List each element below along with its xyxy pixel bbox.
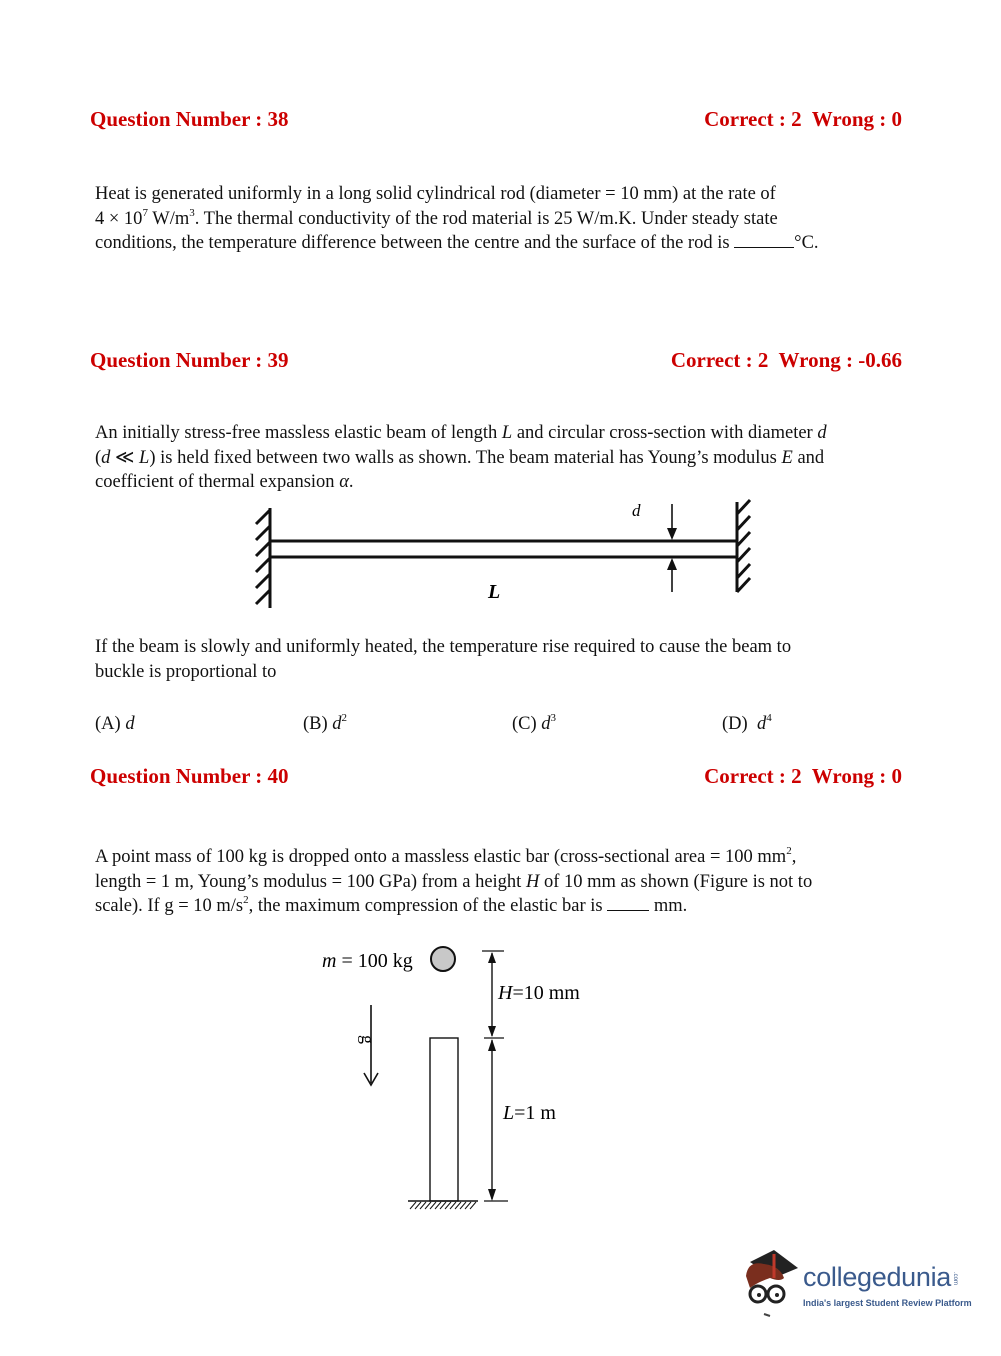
text-line: A point mass of 100 kg is dropped onto a massless elastic bar (cross-sectional area = 100 $mm^2$, [95, 845, 797, 867]
option-d[interactable]: (D) $d^4$ [722, 712, 772, 734]
brand-name: collegedunia [803, 1262, 952, 1292]
left-wall-hatching [256, 510, 270, 604]
brand-tagline: India's largest Student Review Platform [803, 1298, 972, 1308]
falling-mass-figure [300, 935, 620, 1225]
text-line: An initially stress-free massless elastic beam of length L and circular cross-section with diameter d [95, 423, 827, 443]
question-number-label: Question Number : 39 [90, 348, 289, 372]
question-39-header [90, 348, 902, 374]
L-label: L [488, 581, 501, 603]
option-a[interactable]: (A) d [95, 714, 135, 734]
answer-blank [607, 894, 649, 911]
answer-blank [734, 231, 794, 248]
collegedunia-mascot-icon [740, 1248, 802, 1318]
marks-label: Correct : 2 Wrong : -0.66 [670, 348, 902, 372]
question-38-text [95, 182, 915, 256]
question-39-text [95, 421, 915, 495]
point-mass-icon [431, 947, 455, 971]
question-40-text [95, 845, 915, 919]
L-length-label: L=1 m [503, 1102, 556, 1124]
question-38-header [90, 107, 902, 133]
text-line: length = 1 m, Young’s modulus = 100 GPa) from a height H of 10 mm as shown (Figure is not to [95, 871, 813, 892]
mass-label: m = 100 kg [322, 950, 413, 972]
text-line: Heat is generated uniformly in a long solid cylindrical rod (diameter = 10 mm) at the rate of [95, 184, 776, 204]
text-line: buckle is proportional to [95, 661, 277, 682]
question-number-label: Question Number : 38 [90, 107, 289, 131]
text-line: scale). If g = 10 $m/s^2$, the maximum compression of the elastic bar is mm. [95, 894, 688, 916]
marks-label: Correct : 2 Wrong : 0 [704, 107, 902, 131]
g-label: g [358, 1035, 378, 1044]
d-label: d [632, 501, 641, 520]
ground-hatching [410, 1202, 476, 1209]
question-40-header [90, 764, 902, 790]
brand-suffix: .com [952, 1272, 958, 1286]
fixed-beam-figure [240, 490, 770, 620]
question-number-label: Question Number : 40 [90, 764, 289, 788]
text-line: If the beam is slowly and uniformly heated, the temperature rise required to cause the beam to [95, 637, 792, 657]
option-c[interactable]: (C) $d^3$ [512, 712, 557, 734]
H-label: H=10 mm [498, 982, 580, 1004]
text-line: coefficient of thermal expansion α. [95, 472, 354, 492]
marks-label: Correct : 2 Wrong : 0 [704, 764, 902, 788]
question-39-followup [95, 635, 915, 684]
right-wall-hatching [737, 500, 750, 592]
elastic-bar [430, 1038, 458, 1201]
text-line: (d ≪ L) is held fixed between two walls as shown. The beam material has Young’s modulus E and [95, 447, 825, 468]
option-b[interactable]: (B) $d^2$ [303, 712, 348, 734]
text-line: conditions, the temperature difference between the centre and the surface of the rod is °C. [95, 233, 819, 253]
text-line: $4 \times 10^7$ $W/m^3$. The thermal conductivity of the rod material is 25 W/m.K. Under steady state [95, 206, 778, 229]
